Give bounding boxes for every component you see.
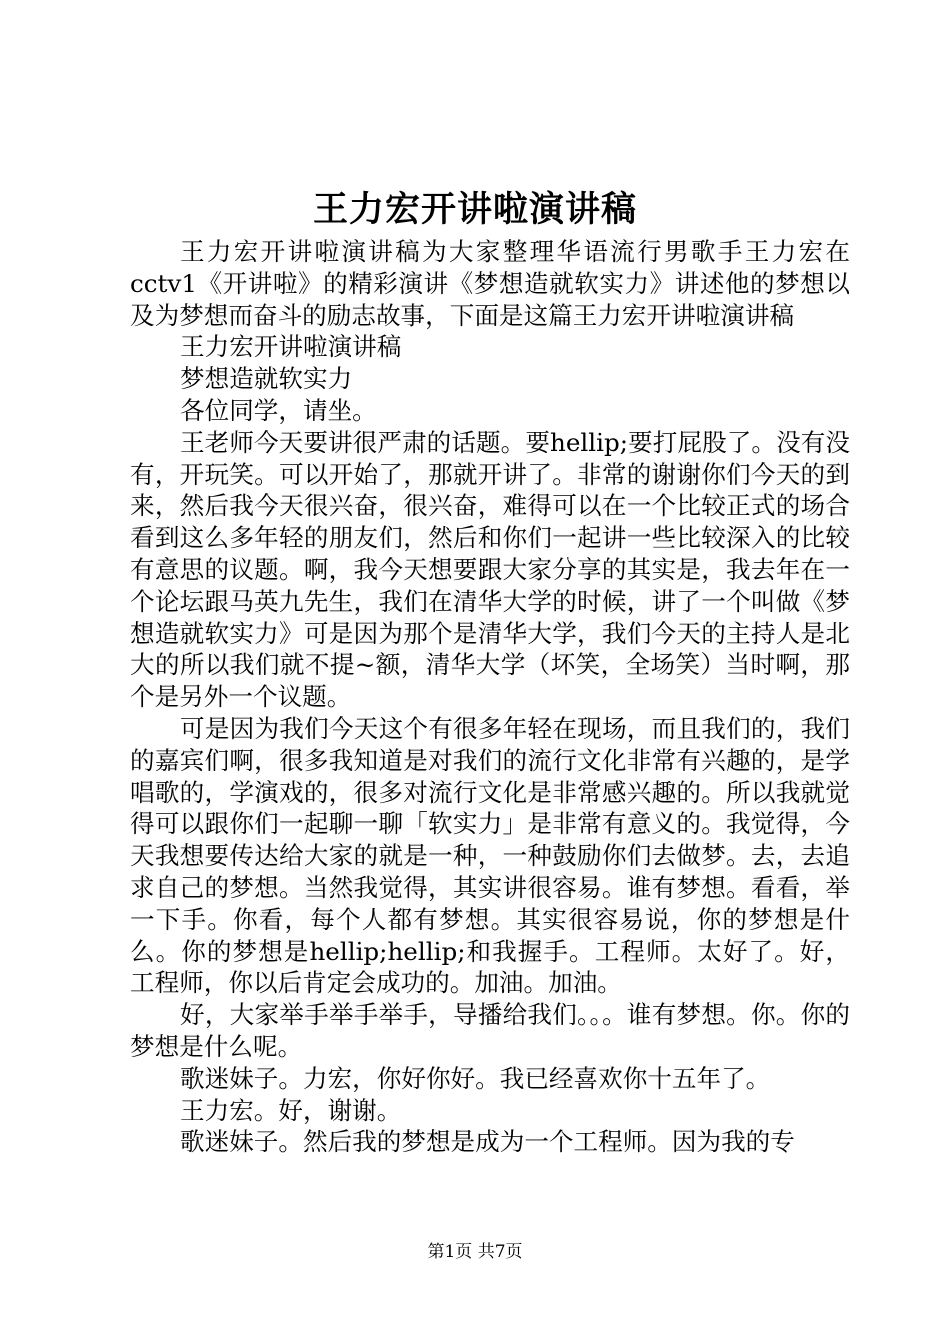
page-title: 王力宏开讲啦演讲稿 — [312, 189, 637, 230]
paragraph: 王力宏开讲啦演讲稿 — [180, 332, 402, 362]
paragraph: 王力宏开讲啦演讲稿为大家整理华语流行男歌手王力宏在cctv1《开讲啦》的精彩演讲《梦想造就软实力》讲述他的梦想以及为梦想而奋斗的励志故事，下面是这篇王力宏开讲啦演讲稿 — [130, 237, 850, 330]
paragraph: 各位同学，请坐。 — [180, 395, 377, 425]
paragraph: 王力宏。好，谢谢。 — [180, 1095, 402, 1125]
paragraph: 歌迷妹子。然后我的梦想是成为一个工程师。因为我的专 — [180, 1127, 795, 1157]
page-footer: 第1页 共7页 — [427, 1242, 523, 1262]
paragraph: 歌迷妹子。力宏，你好你好。我已经喜欢你十五年了。 — [180, 1063, 771, 1093]
paragraph: 可是因为我们今天这个有很多年轻在现场，而且我们的，我们的嘉宾们啊，很多我知道是对我们的流行文化非常有兴趣的，是学唱歌的，学演戏的，很多对流行文化是非常感兴趣的。所以我就觉得可以跟你们一起聊一聊「软实力」是非常有意义的。我觉得，今天我想要传达给大家的就是一种，一种鼓励你们去做梦。去，去追求自己的梦想。当然我觉得，其实讲很容易。谁有梦想。看看，举一下手。你看，每个人都有梦想。其实很容易说，你的梦想是什么。你的梦想是hellip;hellip;和我握手。工程师。太好了。好，工程师，你以后肯定会成功的。加油。加油。 — [130, 713, 850, 998]
paragraph: 好，大家举手举手举手，导播给我们。。。谁有梦想。你。你的梦想是什么呢。 — [130, 1000, 850, 1061]
document-body — [130, 236, 850, 1158]
paragraph: 王老师今天要讲很严肃的话题。要hellip;要打屁股了。没有没有，开玩笑。可以开始了，那就开讲了。非常的谢谢你们今天的到来，然后我今天很兴奋，很兴奋，难得可以在一个比较正式的场合看到这么多年轻的朋友们，然后和你们一起讲一些比较深入的比较有意思的议题。啊，我今天想要跟大家分享的其实是，我去年在一个论坛跟马英九先生，我们在清华大学的时候，讲了一个叫做《梦想造就软实力》可是因为那个是清华大学，我们今天的主持人是北大的所以我们就不提~额，清华大学（坏笑，全场笑）当时啊，那个是另外一个议题。 — [130, 427, 850, 712]
paragraph: 梦想造就软实力 — [180, 364, 353, 394]
